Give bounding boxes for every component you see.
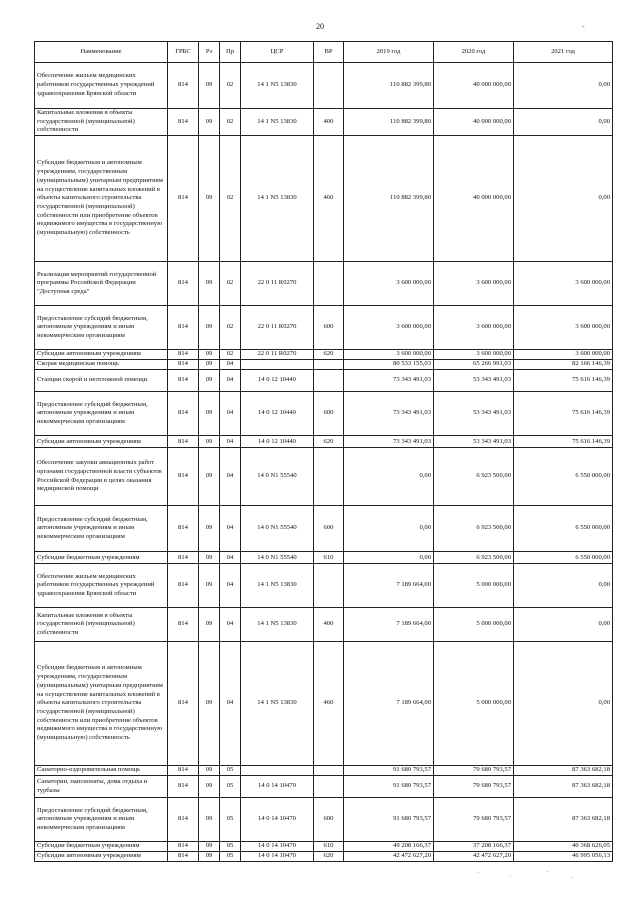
row-rz: 09 bbox=[199, 63, 220, 109]
row-vr: 400 bbox=[314, 109, 344, 136]
row-csr: 14 1 N5 13830 bbox=[241, 109, 314, 136]
row-vr bbox=[314, 63, 344, 109]
row-2021: 3 600 000,00 bbox=[514, 306, 613, 350]
header-rz: Рз bbox=[199, 42, 220, 63]
row-grbs: 814 bbox=[168, 506, 199, 552]
row-2020: 6 923 500,00 bbox=[434, 506, 514, 552]
row-pr: 05 bbox=[220, 842, 241, 852]
row-2019: 110 882 399,80 bbox=[344, 63, 434, 109]
row-vr: 620 bbox=[314, 436, 344, 448]
row-2021: 0,00 bbox=[514, 608, 613, 642]
header-vr: ВР bbox=[314, 42, 344, 63]
row-csr: 14 1 N5 13830 bbox=[241, 642, 314, 766]
row-name: Предоставление субсидий бюджетным, автономным учреждениям и иным некоммерческим организациям bbox=[35, 506, 168, 552]
row-csr: 14 0 14 10470 bbox=[241, 798, 314, 842]
row-vr: 620 bbox=[314, 852, 344, 862]
row-pr: 04 bbox=[220, 552, 241, 564]
row-csr: 14 0 12 10440 bbox=[241, 370, 314, 392]
row-2020: 53 343 491,03 bbox=[434, 436, 514, 448]
row-csr: 14 0 N1 55540 bbox=[241, 552, 314, 564]
table-row bbox=[35, 436, 613, 448]
row-pr: 05 bbox=[220, 776, 241, 798]
row-2021: 0,00 bbox=[514, 109, 613, 136]
table-row bbox=[35, 564, 613, 608]
row-pr: 04 bbox=[220, 506, 241, 552]
row-2019: 73 343 491,03 bbox=[344, 436, 434, 448]
row-2019: 110 882 399,80 bbox=[344, 136, 434, 262]
row-name: Субсидии бюджетным учреждениям bbox=[35, 842, 168, 852]
row-grbs: 814 bbox=[168, 350, 199, 360]
row-csr: 14 0 N1 55540 bbox=[241, 448, 314, 506]
row-pr: 04 bbox=[220, 608, 241, 642]
row-2020: 3 600 000,00 bbox=[434, 306, 514, 350]
row-rz: 09 bbox=[199, 262, 220, 306]
row-csr: 14 0 12 10440 bbox=[241, 392, 314, 436]
row-name: Обеспечение закупки авиационных работ органами государственной власти субъектов Российской Федерации в целях оказания медицинской помощи bbox=[35, 448, 168, 506]
row-csr: 14 1 N5 13830 bbox=[241, 564, 314, 608]
row-2021: 87 363 682,18 bbox=[514, 766, 613, 776]
table-row bbox=[35, 360, 613, 370]
row-2021: 6 550 000,00 bbox=[514, 506, 613, 552]
row-vr bbox=[314, 262, 344, 306]
row-2019: 49 208 166,37 bbox=[344, 842, 434, 852]
table-row bbox=[35, 552, 613, 564]
row-vr bbox=[314, 776, 344, 798]
row-grbs: 814 bbox=[168, 136, 199, 262]
header-csr: ЦСР bbox=[241, 42, 314, 63]
row-rz: 09 bbox=[199, 564, 220, 608]
row-csr bbox=[241, 360, 314, 370]
row-2021: 0,00 bbox=[514, 642, 613, 766]
row-vr bbox=[314, 370, 344, 392]
row-2020: 79 680 793,57 bbox=[434, 776, 514, 798]
row-vr: 600 bbox=[314, 798, 344, 842]
row-name: Субсидии бюджетным и автономным учреждениям, государственным (муниципальным) унитарным предприятиям на осуществление капитальных вложений в объекты капитального строительства государственной (муниципальной) собственности или приобретение объектов недвижимого имущества в государственную (муниципальную) собственность bbox=[35, 642, 168, 766]
row-vr: 400 bbox=[314, 608, 344, 642]
row-2021: 46 995 056,13 bbox=[514, 852, 613, 862]
row-2019: 3 600 000,00 bbox=[344, 306, 434, 350]
table-row bbox=[35, 392, 613, 436]
row-2019: 7 189 664,00 bbox=[344, 608, 434, 642]
row-2021: 87 363 682,18 bbox=[514, 776, 613, 798]
row-rz: 09 bbox=[199, 392, 220, 436]
row-2019: 80 533 155,03 bbox=[344, 360, 434, 370]
row-2020: 79 680 793,57 bbox=[434, 766, 514, 776]
row-2019: 7 189 664,00 bbox=[344, 564, 434, 608]
row-pr: 04 bbox=[220, 564, 241, 608]
budget-table bbox=[34, 41, 613, 862]
row-grbs: 814 bbox=[168, 109, 199, 136]
table-row bbox=[35, 136, 613, 262]
row-vr: 600 bbox=[314, 392, 344, 436]
row-2019: 91 680 793,57 bbox=[344, 766, 434, 776]
header-2019: 2019 год bbox=[344, 42, 434, 63]
row-2020: 79 680 793,57 bbox=[434, 798, 514, 842]
row-pr: 04 bbox=[220, 370, 241, 392]
row-rz: 09 bbox=[199, 436, 220, 448]
scan-specks bbox=[470, 870, 590, 880]
row-2019: 0,00 bbox=[344, 506, 434, 552]
row-vr bbox=[314, 360, 344, 370]
row-vr: 460 bbox=[314, 136, 344, 262]
row-2019: 7 189 664,00 bbox=[344, 642, 434, 766]
row-2021: 0,00 bbox=[514, 63, 613, 109]
row-vr bbox=[314, 564, 344, 608]
row-vr: 610 bbox=[314, 842, 344, 852]
row-csr: 22 0 11 R0270 bbox=[241, 306, 314, 350]
row-2020: 53 343 491,03 bbox=[434, 392, 514, 436]
row-2020: 53 343 491,03 bbox=[434, 370, 514, 392]
row-2020: 5 000 000,00 bbox=[434, 564, 514, 608]
row-csr: 14 0 12 10440 bbox=[241, 436, 314, 448]
row-pr: 04 bbox=[220, 360, 241, 370]
row-grbs: 814 bbox=[168, 766, 199, 776]
row-grbs: 814 bbox=[168, 776, 199, 798]
row-csr: 22 0 11 R0270 bbox=[241, 350, 314, 360]
row-pr: 02 bbox=[220, 350, 241, 360]
row-vr bbox=[314, 448, 344, 506]
row-pr: 05 bbox=[220, 766, 241, 776]
row-2020: 65 266 991,03 bbox=[434, 360, 514, 370]
row-grbs: 814 bbox=[168, 360, 199, 370]
row-vr: 620 bbox=[314, 350, 344, 360]
table-row bbox=[35, 63, 613, 109]
page-number: 20 bbox=[316, 22, 324, 31]
header-pr: Пр bbox=[220, 42, 241, 63]
row-name: Субсидии бюджетным учреждениям bbox=[35, 552, 168, 564]
table-row bbox=[35, 608, 613, 642]
row-2021: 3 600 000,00 bbox=[514, 262, 613, 306]
row-vr: 600 bbox=[314, 306, 344, 350]
row-pr: 04 bbox=[220, 436, 241, 448]
row-rz: 09 bbox=[199, 370, 220, 392]
table-row bbox=[35, 798, 613, 842]
row-rz: 09 bbox=[199, 552, 220, 564]
row-2019: 3 600 000,00 bbox=[344, 350, 434, 360]
table-row bbox=[35, 842, 613, 852]
row-csr bbox=[241, 766, 314, 776]
row-name: Капитальные вложения в объекты государственной (муниципальной) собственности bbox=[35, 608, 168, 642]
row-2019: 73 343 491,03 bbox=[344, 370, 434, 392]
row-csr: 14 0 14 10470 bbox=[241, 852, 314, 862]
row-rz: 09 bbox=[199, 109, 220, 136]
row-rz: 09 bbox=[199, 842, 220, 852]
row-2019: 0,00 bbox=[344, 552, 434, 564]
row-2020: 5 000 000,00 bbox=[434, 642, 514, 766]
row-2021: 75 616 146,39 bbox=[514, 392, 613, 436]
table-row bbox=[35, 852, 613, 862]
row-rz: 09 bbox=[199, 776, 220, 798]
row-grbs: 814 bbox=[168, 448, 199, 506]
table-row bbox=[35, 776, 613, 798]
row-rz: 09 bbox=[199, 608, 220, 642]
row-2020: 5 000 000,00 bbox=[434, 608, 514, 642]
row-vr bbox=[314, 766, 344, 776]
table-row bbox=[35, 109, 613, 136]
row-pr: 02 bbox=[220, 136, 241, 262]
row-grbs: 814 bbox=[168, 306, 199, 350]
row-pr: 05 bbox=[220, 798, 241, 842]
row-name: Субсидии автономным учреждениям bbox=[35, 852, 168, 862]
row-name: Обеспечение жильем медицинских работников государственных учреждений здравоохранения Брянской области bbox=[35, 564, 168, 608]
row-pr: 02 bbox=[220, 306, 241, 350]
row-2020: 3 600 000,00 bbox=[434, 350, 514, 360]
row-rz: 09 bbox=[199, 766, 220, 776]
row-2021: 75 616 146,39 bbox=[514, 436, 613, 448]
header-2021: 2021 год bbox=[514, 42, 613, 63]
corner-mark: - bbox=[582, 22, 585, 31]
row-rz: 09 bbox=[199, 798, 220, 842]
row-grbs: 814 bbox=[168, 370, 199, 392]
row-csr: 14 0 14 10470 bbox=[241, 776, 314, 798]
row-name: Субсидии бюджетным и автономным учреждениям, государственным (муниципальным) унитарным предприятиям на осуществление капитальных вложений в объекты капитального строительства государственной (муниципальной) собственности или приобретение объектов недвижимого имущества в государственную (муниципальную) собственность bbox=[35, 136, 168, 262]
row-name: Санаторно-оздоровительная помощь bbox=[35, 766, 168, 776]
row-name: Предоставление субсидий бюджетным, автономным учреждениям и иным некоммерческим организациям bbox=[35, 306, 168, 350]
row-rz: 09 bbox=[199, 506, 220, 552]
row-2019: 42 472 627,20 bbox=[344, 852, 434, 862]
row-rz: 09 bbox=[199, 350, 220, 360]
row-2021: 40 368 626,05 bbox=[514, 842, 613, 852]
row-name: Скорая медицинская помощь bbox=[35, 360, 168, 370]
row-grbs: 814 bbox=[168, 798, 199, 842]
row-csr: 14 0 14 10470 bbox=[241, 842, 314, 852]
row-2021: 0,00 bbox=[514, 564, 613, 608]
row-pr: 02 bbox=[220, 63, 241, 109]
row-2019: 91 680 793,57 bbox=[344, 798, 434, 842]
row-name: Субсидии автономным учреждениям bbox=[35, 436, 168, 448]
row-2021: 6 550 000,00 bbox=[514, 448, 613, 506]
row-2021: 3 600 000,00 bbox=[514, 350, 613, 360]
row-grbs: 814 bbox=[168, 436, 199, 448]
table-header-row bbox=[35, 42, 613, 63]
row-pr: 02 bbox=[220, 262, 241, 306]
row-rz: 09 bbox=[199, 360, 220, 370]
row-2019: 3 600 000,00 bbox=[344, 262, 434, 306]
row-2020: 3 600 000,00 bbox=[434, 262, 514, 306]
row-2021: 6 550 000,00 bbox=[514, 552, 613, 564]
row-2020: 37 208 166,37 bbox=[434, 842, 514, 852]
row-vr: 600 bbox=[314, 506, 344, 552]
row-rz: 09 bbox=[199, 448, 220, 506]
row-grbs: 814 bbox=[168, 842, 199, 852]
row-grbs: 814 bbox=[168, 392, 199, 436]
row-2020: 40 000 000,00 bbox=[434, 63, 514, 109]
row-rz: 09 bbox=[199, 642, 220, 766]
row-2019: 91 680 793,57 bbox=[344, 776, 434, 798]
table-row bbox=[35, 350, 613, 360]
table-row bbox=[35, 766, 613, 776]
row-grbs: 814 bbox=[168, 262, 199, 306]
row-rz: 09 bbox=[199, 136, 220, 262]
row-pr: 04 bbox=[220, 392, 241, 436]
row-grbs: 814 bbox=[168, 552, 199, 564]
table-row bbox=[35, 642, 613, 766]
row-name: Предоставление субсидий бюджетным, автономным учреждениям и иным некоммерческим организациям bbox=[35, 798, 168, 842]
row-grbs: 814 bbox=[168, 63, 199, 109]
row-name: Станции скорой и неотложной помощи bbox=[35, 370, 168, 392]
row-2020: 40 000 000,00 bbox=[434, 109, 514, 136]
row-2019: 0,00 bbox=[344, 448, 434, 506]
row-pr: 05 bbox=[220, 852, 241, 862]
table-row bbox=[35, 448, 613, 506]
row-grbs: 814 bbox=[168, 852, 199, 862]
header-2020: 2020 год bbox=[434, 42, 514, 63]
row-name: Субсидии автономным учреждениям bbox=[35, 350, 168, 360]
row-2019: 73 343 491,03 bbox=[344, 392, 434, 436]
row-grbs: 814 bbox=[168, 564, 199, 608]
row-name: Обеспечение жильем медицинских работников государственных учреждений здравоохранения Брянской области bbox=[35, 63, 168, 109]
row-2020: 40 000 000,00 bbox=[434, 136, 514, 262]
row-rz: 09 bbox=[199, 852, 220, 862]
row-csr: 22 0 11 R0270 bbox=[241, 262, 314, 306]
row-csr: 14 1 N5 13830 bbox=[241, 608, 314, 642]
header-name: Наименование bbox=[35, 42, 168, 63]
row-2020: 6 923 500,00 bbox=[434, 552, 514, 564]
header-grbs: ГРБС bbox=[168, 42, 199, 63]
table-row bbox=[35, 506, 613, 552]
row-pr: 04 bbox=[220, 448, 241, 506]
row-vr: 610 bbox=[314, 552, 344, 564]
row-2020: 42 472 627,20 bbox=[434, 852, 514, 862]
row-2020: 6 923 500,00 bbox=[434, 448, 514, 506]
row-csr: 14 1 N5 13830 bbox=[241, 63, 314, 109]
row-2021: 87 363 682,18 bbox=[514, 798, 613, 842]
row-csr: 14 1 N5 13830 bbox=[241, 136, 314, 262]
row-rz: 09 bbox=[199, 306, 220, 350]
row-grbs: 814 bbox=[168, 642, 199, 766]
table-row bbox=[35, 262, 613, 306]
table-row bbox=[35, 306, 613, 350]
row-pr: 02 bbox=[220, 109, 241, 136]
row-name: Капитальные вложения в объекты государственной (муниципальной) собственности bbox=[35, 109, 168, 136]
row-name: Санатории, пансионаты, дома отдыха и турбазы bbox=[35, 776, 168, 798]
row-2021: 82 166 146,39 bbox=[514, 360, 613, 370]
row-csr: 14 0 N1 55540 bbox=[241, 506, 314, 552]
row-grbs: 814 bbox=[168, 608, 199, 642]
row-name: Предоставление субсидий бюджетным, автономным учреждениям и иным некоммерческим организациям bbox=[35, 392, 168, 436]
row-vr: 460 bbox=[314, 642, 344, 766]
row-name: Реализация мероприятий государственной программы Российской Федерации "Доступная среда" bbox=[35, 262, 168, 306]
row-2021: 0,00 bbox=[514, 136, 613, 262]
row-2019: 110 882 399,80 bbox=[344, 109, 434, 136]
row-2021: 75 616 146,39 bbox=[514, 370, 613, 392]
table-row bbox=[35, 370, 613, 392]
row-pr: 04 bbox=[220, 642, 241, 766]
